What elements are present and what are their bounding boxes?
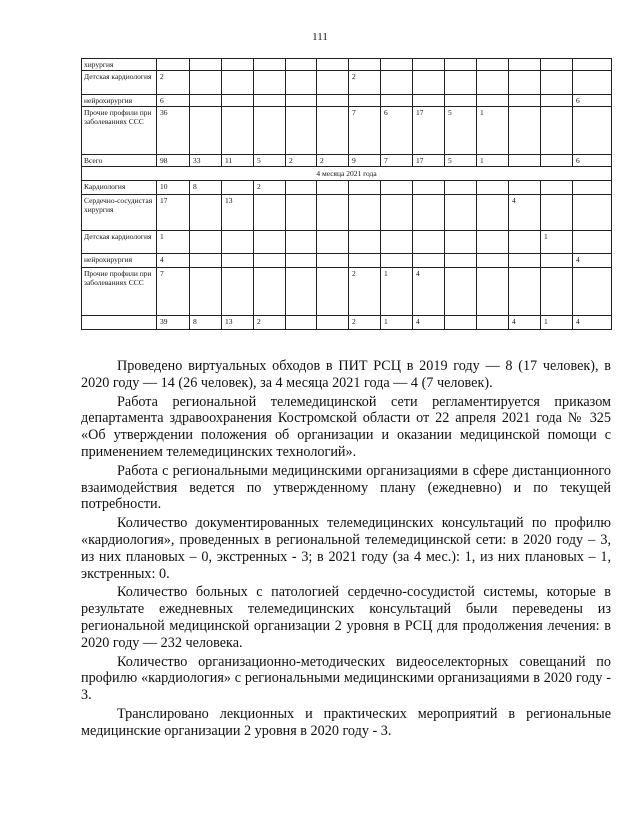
- table-cell: 7: [381, 155, 413, 167]
- table-cell: [509, 268, 541, 316]
- table-cell: [381, 59, 413, 71]
- table-cell: 5: [445, 155, 477, 167]
- table-row: [82, 107, 612, 155]
- table-cell: [445, 71, 477, 95]
- paragraph: Проведено виртуальных обходов в ПИТ РСЦ в 2019 году — 8 (17 человек), в 2020 году — 14 (26 человек), за 4 месяца 2021 года — 4 (7 человек).: [81, 358, 611, 391]
- table-cell: [222, 59, 254, 71]
- table-cell: [349, 181, 381, 195]
- table-cell: 1: [381, 316, 413, 330]
- table-cell: [573, 107, 612, 155]
- table-cell: [477, 181, 509, 195]
- row-label: хирургия: [82, 59, 157, 71]
- table-cell: [286, 71, 317, 95]
- table-cell: [317, 59, 349, 71]
- table-cell: 6: [381, 107, 413, 155]
- table-cell: 9: [349, 155, 381, 167]
- paragraph: Транслировано лекционных и практических мероприятий в региональные медицинские организации 2 уровня в 2020 году - 3.: [81, 705, 611, 739]
- table-row: [82, 181, 612, 195]
- table-cell: [349, 254, 381, 268]
- table-cell: [222, 254, 254, 268]
- row-label: нейрохирургия: [82, 95, 157, 107]
- table-cell: [477, 71, 509, 95]
- table-row: [82, 268, 612, 316]
- table-cell: 2: [317, 155, 349, 167]
- table-row: [82, 71, 612, 95]
- table-cell: 1: [157, 231, 190, 254]
- table-cell: [254, 71, 286, 95]
- table-cell: [445, 195, 477, 231]
- body-text: [81, 358, 611, 742]
- row-label: нейрохирургия: [82, 254, 157, 268]
- table-row: [82, 254, 612, 268]
- table-cell: [349, 231, 381, 254]
- table-cell: [541, 181, 573, 195]
- table-cell: [413, 59, 445, 71]
- table-cell: 6: [573, 155, 612, 167]
- table-cell: [509, 95, 541, 107]
- table-cell: 4: [413, 316, 445, 330]
- table-cell: [190, 254, 222, 268]
- table-cell: [317, 195, 349, 231]
- table-cell: [286, 268, 317, 316]
- table-cell: [317, 107, 349, 155]
- table-cell: 17: [157, 195, 190, 231]
- table-cell: 1: [541, 231, 573, 254]
- table-cell: [381, 231, 413, 254]
- table-cell: 4: [413, 268, 445, 316]
- table-cell: [190, 268, 222, 316]
- table-row: [82, 155, 612, 167]
- table-row: [82, 95, 612, 107]
- table-cell: 4: [509, 195, 541, 231]
- table-cell: [541, 59, 573, 71]
- table-cell: [286, 181, 317, 195]
- statistics-table: [81, 58, 612, 330]
- table-cell: [477, 231, 509, 254]
- table-cell: [190, 59, 222, 71]
- table-cell: 13: [222, 195, 254, 231]
- table-row: [82, 59, 612, 71]
- table-cell: 13: [222, 316, 254, 330]
- table-cell: 98: [157, 155, 190, 167]
- table-cell: 2: [254, 316, 286, 330]
- table-cell: [573, 59, 612, 71]
- table-cell: [445, 59, 477, 71]
- page-number: 111: [312, 31, 328, 43]
- table-cell: [349, 195, 381, 231]
- table-cell: 2: [157, 71, 190, 95]
- table-cell: [445, 231, 477, 254]
- table-cell: [317, 268, 349, 316]
- table-row: [82, 231, 612, 254]
- table-cell: [286, 254, 317, 268]
- table-cell: 4: [157, 254, 190, 268]
- table-cell: [286, 316, 317, 330]
- table-cell: 6: [157, 95, 190, 107]
- table-cell: 7: [157, 268, 190, 316]
- table-cell: 2: [349, 268, 381, 316]
- table-cell: [413, 181, 445, 195]
- table-row: [82, 316, 612, 330]
- table-cell: [541, 254, 573, 268]
- table-cell: [477, 95, 509, 107]
- table-cell: 4: [573, 254, 612, 268]
- table-cell: 4: [573, 316, 612, 330]
- table-cell: [445, 254, 477, 268]
- row-label: Всего: [82, 155, 157, 167]
- table-cell: 17: [413, 107, 445, 155]
- table-cell: 1: [477, 107, 509, 155]
- table-cell: [317, 71, 349, 95]
- table-cell: [286, 231, 317, 254]
- table-cell: [477, 316, 509, 330]
- table-cell: [254, 268, 286, 316]
- table-cell: 10: [157, 181, 190, 195]
- table-cell: [286, 59, 317, 71]
- table-cell: [222, 231, 254, 254]
- table-cell: [509, 71, 541, 95]
- table-cell: 7: [349, 107, 381, 155]
- table-cell: [509, 254, 541, 268]
- table-cell: [445, 316, 477, 330]
- table-cell: 11: [222, 155, 254, 167]
- table-cell: [573, 71, 612, 95]
- table-cell: [413, 71, 445, 95]
- section-heading: 4 месяца 2021 года: [82, 167, 612, 181]
- table-cell: 8: [190, 181, 222, 195]
- row-label: Сердечно-сосудистая хирургия: [82, 195, 157, 231]
- table-cell: [541, 71, 573, 95]
- table-cell: 39: [157, 316, 190, 330]
- table-cell: 2: [349, 71, 381, 95]
- table-cell: [413, 95, 445, 107]
- table-cell: [190, 71, 222, 95]
- table-cell: 5: [445, 107, 477, 155]
- table-cell: 1: [477, 155, 509, 167]
- table-cell: [541, 107, 573, 155]
- table-cell: [317, 316, 349, 330]
- table-cell: [477, 59, 509, 71]
- table-cell: 17: [413, 155, 445, 167]
- table-cell: [254, 195, 286, 231]
- table-cell: [286, 95, 317, 107]
- table-body: [82, 59, 612, 330]
- table-cell: [190, 107, 222, 155]
- table-cell: [286, 107, 317, 155]
- table-cell: 1: [541, 316, 573, 330]
- table-cell: [254, 254, 286, 268]
- table-section-row: [82, 167, 612, 181]
- table-cell: [413, 231, 445, 254]
- table-cell: [222, 107, 254, 155]
- row-label: Детская кардиология: [82, 71, 157, 95]
- table-cell: [190, 95, 222, 107]
- table-cell: [254, 59, 286, 71]
- table-cell: [254, 231, 286, 254]
- table-cell: [157, 59, 190, 71]
- table-cell: [413, 254, 445, 268]
- table-cell: [445, 181, 477, 195]
- row-label: Прочие профили при заболеваниях ССС: [82, 107, 157, 155]
- paragraph: Работа региональной телемедицинской сети регламентируется приказом департамента здравоохранения Костромской области от 22 апреля 2021 года № 325 «Об утверждении положения об организации и оказании медицинской помощи с применением телемедицинских технологий».: [81, 393, 611, 460]
- table-cell: [509, 107, 541, 155]
- table-cell: 36: [157, 107, 190, 155]
- table-cell: [190, 231, 222, 254]
- table-cell: [381, 95, 413, 107]
- table-cell: [509, 155, 541, 167]
- table-cell: [254, 95, 286, 107]
- table-cell: [541, 195, 573, 231]
- table-cell: 2: [349, 316, 381, 330]
- table-cell: [222, 268, 254, 316]
- table-cell: [317, 95, 349, 107]
- row-label: Кардиология: [82, 181, 157, 195]
- paragraph: Количество больных с патологией сердечно-сосудистой системы, которые в результате ежедневных телемедицинских консультаций были переведены из региональной медицинской организации 2 уровня в РСЦ для продолжения лечения: в 2020 году — 232 человека.: [81, 584, 611, 651]
- table-cell: [254, 107, 286, 155]
- row-label: Детская кардиология: [82, 231, 157, 254]
- table-cell: 33: [190, 155, 222, 167]
- table-cell: [477, 195, 509, 231]
- table-cell: [573, 231, 612, 254]
- table-cell: [477, 268, 509, 316]
- table-cell: [541, 95, 573, 107]
- table-cell: [381, 181, 413, 195]
- table-cell: [445, 95, 477, 107]
- table-cell: 8: [190, 316, 222, 330]
- table-cell: [445, 268, 477, 316]
- table-cell: [509, 231, 541, 254]
- table-cell: 2: [286, 155, 317, 167]
- table-cell: [222, 181, 254, 195]
- table-cell: [317, 254, 349, 268]
- table-cell: [190, 195, 222, 231]
- table-cell: [381, 254, 413, 268]
- table-cell: [349, 59, 381, 71]
- table-cell: [573, 268, 612, 316]
- table-cell: [573, 181, 612, 195]
- row-label: [82, 316, 157, 330]
- paragraph: Количество организационно-методических видеоселекторных совещаний по профилю «кардиология» с региональными медицинскими организациями в 2020 году - 3.: [81, 653, 611, 704]
- table-cell: [381, 195, 413, 231]
- table-cell: [349, 95, 381, 107]
- table-cell: [317, 231, 349, 254]
- table-cell: [509, 59, 541, 71]
- table-cell: [541, 268, 573, 316]
- table-cell: 2: [254, 181, 286, 195]
- table-cell: [222, 71, 254, 95]
- table-cell: 1: [381, 268, 413, 316]
- table-cell: [509, 181, 541, 195]
- table-cell: [413, 195, 445, 231]
- table-cell: 6: [573, 95, 612, 107]
- table-cell: [317, 181, 349, 195]
- paragraph: Количество документированных телемедицинских консультаций по профилю «кардиология», проведенных в региональной телемедицинской сети: в 2020 году – 3, из них плановых – 0, экстренных - 3; в 2021 году (за 4 мес.): 1, из них плановых – 1, экстренных: 0.: [81, 515, 611, 582]
- table-row: [82, 195, 612, 231]
- table-cell: [477, 254, 509, 268]
- table-cell: [541, 155, 573, 167]
- paragraph: Работа с региональными медицинскими организациями в сфере дистанционного взаимодействия ведется по утвержденному плану (ежедневно) и по текущей потребности.: [81, 462, 611, 513]
- row-label: Прочие профили при заболеваниях ССС: [82, 268, 157, 316]
- table-cell: 4: [509, 316, 541, 330]
- table-cell: [286, 195, 317, 231]
- table-cell: 5: [254, 155, 286, 167]
- table-cell: [222, 95, 254, 107]
- table-cell: [573, 195, 612, 231]
- table-cell: [381, 71, 413, 95]
